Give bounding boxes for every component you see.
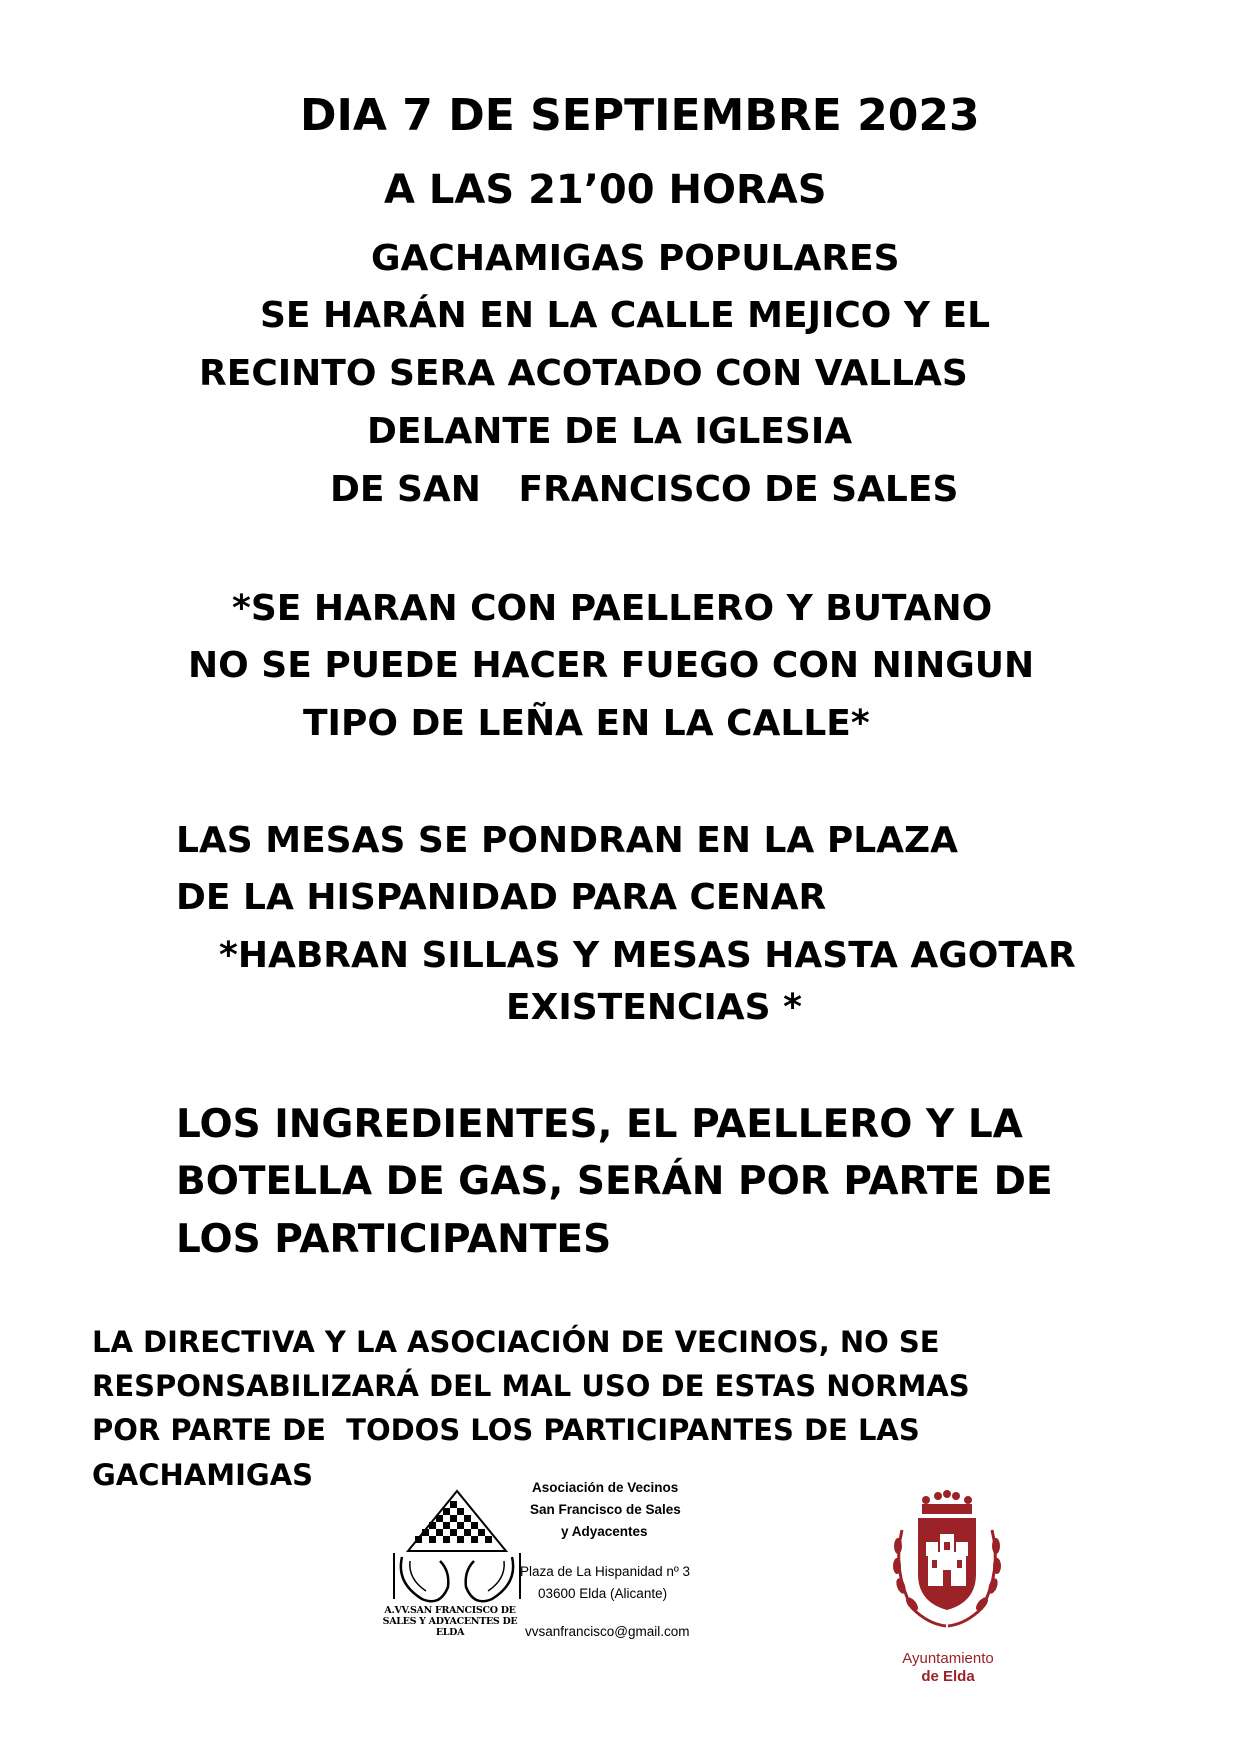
ayuntamiento-label (870, 1650, 1026, 1686)
elda-coat-of-arms-icon (888, 1490, 1006, 1630)
event-location-line: SE HARÁN EN LA CALLE MEJICO Y EL (260, 295, 991, 336)
association-email: vvsanfrancisco@gmail.com (525, 1624, 690, 1639)
tables-line: DE LA HISPANIDAD PARA CENAR (176, 877, 827, 918)
ayuntamiento-label-line2: de Elda (921, 1668, 975, 1685)
association-name-line: Asociación de Vecinos (532, 1480, 679, 1495)
ingredients-line: LOS PARTICIPANTES (176, 1217, 612, 1262)
fire-rule-line: *SE HARAN CON PAELLERO Y BUTANO (232, 588, 993, 629)
association-name-line: y Adyacentes (561, 1524, 648, 1539)
ingredients-line: LOS INGREDIENTES, EL PAELLERO Y LA (176, 1102, 1023, 1147)
ayuntamiento-label-line1: Ayuntamiento (902, 1650, 994, 1667)
fire-rule-line: TIPO DE LEÑA EN LA CALLE* (303, 703, 870, 744)
event-location-line: DELANTE DE LA IGLESIA (367, 411, 853, 452)
church-emblem-icon (392, 1487, 522, 1615)
event-location-line: DE SAN FRANCISCO DE SALES (330, 469, 959, 510)
disclaimer-line: RESPONSABILIZARÁ DEL MAL USO DE ESTAS NORMAS (92, 1369, 970, 1403)
tables-note-line: *HABRAN SILLAS Y MESAS HASTA AGOTAR (219, 935, 1076, 976)
fire-rule-line: NO SE PUEDE HACER FUEGO CON NINGUN (188, 645, 1035, 686)
time-heading: A LAS 21’00 HORAS (384, 167, 827, 213)
tables-note-line: EXISTENCIAS * (506, 987, 802, 1028)
disclaimer-line: GACHAMIGAS (92, 1458, 314, 1492)
event-title: GACHAMIGAS POPULARES (371, 238, 900, 279)
disclaimer-line: POR PARTE DE TODOS LOS PARTICIPANTES DE LAS (92, 1413, 920, 1447)
date-heading: DIA 7 DE SEPTIEMBRE 2023 (300, 90, 980, 141)
association-name-line: San Francisco de Sales (530, 1502, 681, 1517)
association-address-line: Plaza de La Hispanidad nº 3 (520, 1564, 691, 1579)
association-address-line: 03600 Elda (Alicante) (538, 1586, 668, 1601)
disclaimer-line: LA DIRECTIVA Y LA ASOCIACIÓN DE VECINOS, NO SE (92, 1325, 940, 1359)
ingredients-line: BOTELLA DE GAS, SERÁN POR PARTE DE (176, 1159, 1053, 1204)
tables-line: LAS MESAS SE PONDRAN EN LA PLAZA (176, 820, 958, 861)
seal-caption: A.VV.SAN FRANCISCO DE SALES Y ADYACENTES DE ELDA (382, 1605, 518, 1638)
event-location-line: RECINTO SERA ACOTADO CON VALLAS (199, 353, 968, 394)
